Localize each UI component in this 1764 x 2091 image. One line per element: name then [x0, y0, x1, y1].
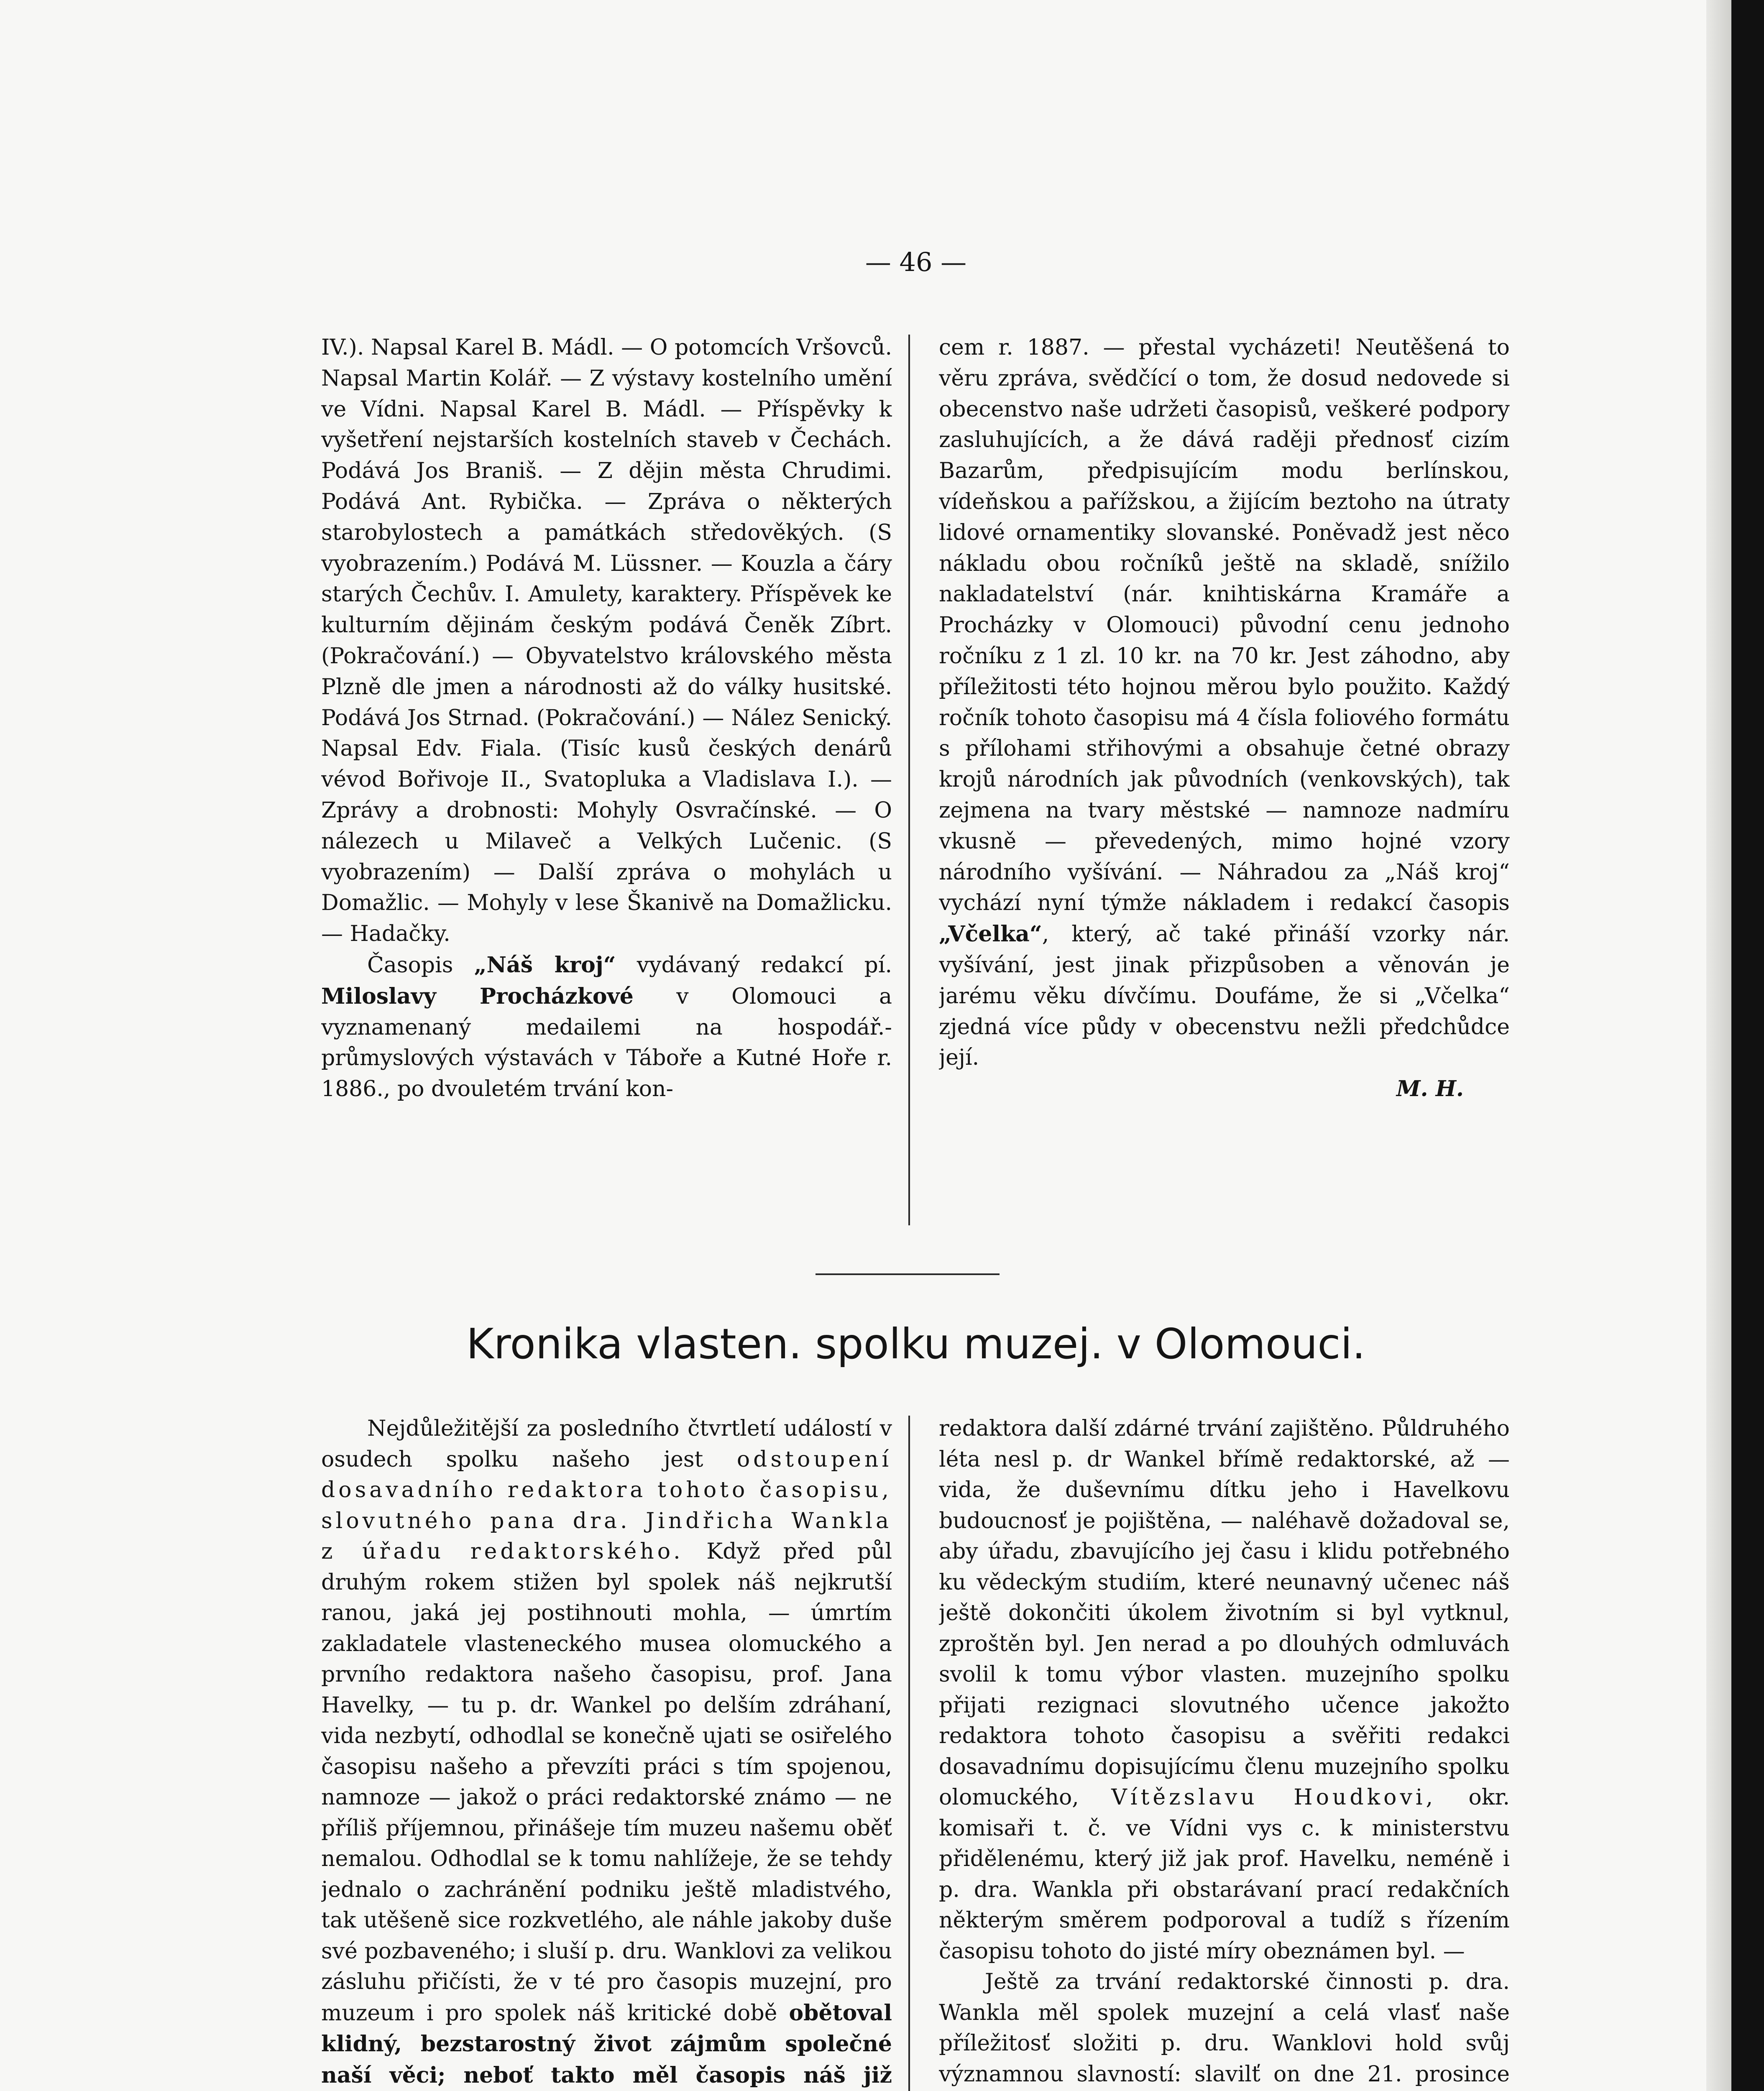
page-edge-shadow — [1706, 0, 1731, 2091]
spaced-name: Vítězslavu Houdkovi, — [1111, 1785, 1436, 1810]
text-run: Nejdůležitější za posledního čtvrtletí událostí v osudech spolku našeho jest — [321, 1416, 892, 1472]
top-left-paragraph-2 — [321, 950, 892, 1105]
column-divider-top — [908, 335, 910, 1225]
section-separator-rule — [816, 1273, 1000, 1275]
editor-name: Miloslavy Procházkové — [321, 983, 634, 1009]
text-run: redaktora další zdárné trvání zajištěno. Půldruhého léta nesl p. dr Wankel břímě redaktorské, až — vida, že duševnímu dítku jeho i Havelkovu budoucnosť je pojištěna, — naléhavě dožadoval se, aby úřadu, zbavujícího jej času i klidu potřebného ku vědeckým studiím, které neunavný učenec náš ještě dokončiti úkolem životním si byl vytknul, zproštěn byl. Jen nerad a po dlouhých odmluvách svolil k tomu výbor vlasten. muzejního spolku přijati rezignaci slovutného učence jakožto redaktora tohoto časopisu a svěřiti redakci dosavadnímu dopisujícímu členu muzejního spolku olomuckého, — [939, 1416, 1510, 1810]
text-run: , který, ač také přináší vzorky nár. vyšívání, jest jinak přizpůsoben a věnován je jarému věku dívčímu. Doufáme, že si „Včelka“ zjedná více půdy v obecenstvu nežli předchůdce její. — [939, 922, 1510, 1071]
top-left-column — [321, 332, 892, 1105]
author-signature: M. H. — [1396, 1076, 1464, 1102]
bottom-left-paragraph-1 — [321, 1414, 892, 2091]
section-heading: Kronika vlasten. spolku muzej. v Olomouci. — [466, 1319, 1365, 1368]
bottom-left-column — [321, 1414, 892, 2091]
page-number: — 46 — — [865, 247, 967, 277]
bottom-right-column — [939, 1414, 1510, 2091]
text-run: Ještě za trvání redaktorské činnosti p. dra. Wankla měl spolek muzejní a celá vlasť naše příležitosť složiti p. dru. Wanklovi hold svůj významnou slavností: slavilť on dne 21. prosince — [939, 1969, 1510, 2087]
bold-emphasis: obětoval klidný, bezstarostný život zájmům společné naší věci; neboť takto měl časopis náš již — [321, 2000, 892, 2088]
journal-title-vcelka: „Včelka“ — [939, 921, 1042, 947]
text-run: Když před půl druhým rokem stižen byl spolek náš nejkrutší ranou, jaká jej postihnouti mohla, — úmrtím zakladatele vlasteneckého musea olomuckého a prvního redaktora našeho časopisu, prof. Jana Havelky, — tu p. dr. Wankel po delším zdráhaní, vida nezbytí, odhodlal se konečně ujati se osiřelého časopisu našeho a převzíti práci s tím spojenou, namnoze — jakož o práci redaktorské známo — ne příliš příjemnou, přinášeje tím muzeu našemu oběť nemalou. Odhodlal se k tomu nahlížeje, že se tehdy jednalo o zachránění podniku ještě mladistvého, tak utěšeně sice rozkvetlého, ale náhle jakoby duše své pozbaveného; i sluší p. dru. Wanklovi za velikou zásluhu přičísti, že v té pro časopis muzejní, pro muzeum i pro spolek náš kritické době — [321, 1539, 892, 2026]
top-left-paragraph-1: IV.). Napsal Karel B. Mádl. — O potomcích Vršovců. Napsal Martin Kolář. — Z výstavy kostelního umění ve Vídni. Napsal Karel B. Mádl. — Příspěvky k vyšetření nejstarších kostelních staveb v Čechách. Podává Jos Braniš. — Z dějin města Chrudimi. Podává Ant. Rybička. — Zpráva o některých starobylostech a památkách středověkých. (S vyobrazením.) Podává M. Lüssner. — Kouzla a čáry starých Čechův. I. Amulety, karaktery. Příspěvek ke kulturním dějinám českým podává Čeněk Zíbrt. (Pokračování.) — Obyvatelstvo královského města Plzně dle jmen a národnosti až do války husitské. Podává Jos Strnad. (Pokračování.) — Nález Senický. Napsal Edv. Fiala. (Tisíc kusů českých denárů vévod Bořivoje II., Svatopluka a Vladislava I.). — Zprávy a drobnosti: Mohyly Osvračínské. — O nálezech u Milaveč a Velkých Lučenic. (S vyobrazením) — Další zpráva o mohylách u Domažlic. — Mohyly v lese Škanivě na Domažlicku. — Hadačky. — [321, 335, 892, 947]
text-run: okr. komisaři t. č. ve Vídni vys c. k ministerstvu přidělenému, který již jak prof. Havelku, neméně i p. dra. Wankla při obstarávaní prací redakčních některým směrem podporoval a tudíž s řízením časopisu tohoto do jisté míry obeznámen byl. — — [939, 1785, 1510, 1964]
text-run: v Olomouci a vyznamenaný medailemi na hospodář.-průmyslových výstavách v Táboře a Kutné Hoře r. 1886., po dvouletém trvání kon- — [321, 984, 892, 1102]
bottom-right-paragraph-1 — [939, 1414, 1510, 1967]
journal-title-nas-kroj: „Náš kroj“ — [474, 952, 616, 978]
text-run: vydávaný redakcí pí. — [616, 952, 892, 978]
spaced-emphasis: odstoupení dosavadního redaktora tohoto časopisu, slovutného pana dra. Jindřicha Wankla z úřadu redaktorského. — [321, 1447, 892, 1564]
text-run: cem r. 1887. — přestal vycházeti! Neutěšená to věru zpráva, svědčící o tom, že dosud nedovede si obecenstvo naše udržeti časopisů, veškeré podpory zasluhujících, a že dává raději přednosť cizím Bazarům, předpisujícím modu berlínskou, vídeňskou a pařížskou, a žijícím beztoho na útraty lidové ornamentiky slovanské. Poněvadž jest něco nákladu obou ročníků ještě na skladě, snížilo nakladatelství (nár. knihtiskárna Kramáře a Procházky v Olomouci) původní cenu jednoho ročníku z 1 zl. 10 kr. na 70 kr. Jest záhodno, aby příležitosti této hojnou měrou bylo použito. Každý ročník tohoto časopisu má 4 čísla foliového formátu s přílohami střihovými a obsahuje četné obrazy krojů národních jak původních (venkovských), tak zejmena na tvary městské — namnoze nadmíru vkusně — převedených, mimo hojné vzory národního vyšívání. — Náhradou za „Náš kroj“ vychází nyní týmže nákladem i redakcí časopis — [939, 335, 1510, 916]
top-right-paragraph-1 — [939, 332, 1510, 1074]
text-run: Časopis — [367, 952, 474, 978]
top-right-column — [939, 332, 1510, 1104]
column-divider-bottom — [908, 1416, 910, 2091]
bottom-right-paragraph-2 — [939, 1967, 1510, 2091]
